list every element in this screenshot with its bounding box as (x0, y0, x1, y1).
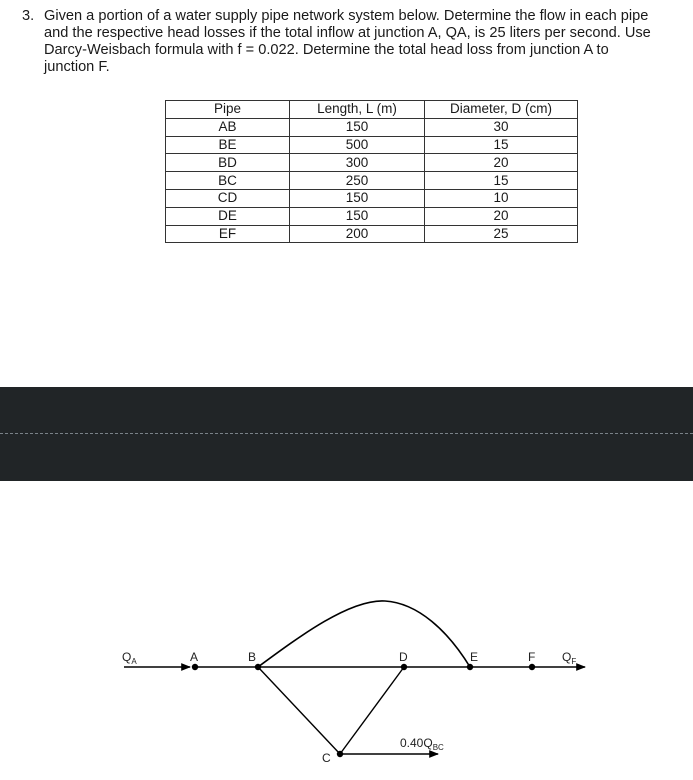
label-outflow-c: $0.40Q_{BC}$ (400, 736, 444, 752)
cell-diameter: 15 (425, 136, 578, 154)
junction-e-dot (467, 664, 473, 670)
label-qa: $Q_A$ (122, 650, 137, 666)
pipe-bc (258, 667, 340, 754)
cell-diameter: 10 (425, 189, 578, 207)
cell-length: 150 (290, 207, 425, 225)
problem-statement (22, 8, 662, 76)
header-pipe: Pipe (166, 101, 290, 119)
cell-diameter: 25 (425, 225, 578, 243)
header-length: Length, L (m) (290, 101, 425, 119)
table-row (166, 154, 578, 172)
cell-pipe: AB (166, 118, 290, 136)
pipe-table (165, 100, 578, 243)
table-row (166, 136, 578, 154)
cell-pipe: DE (166, 207, 290, 225)
pipe-network-diagram (0, 481, 693, 780)
label-a: A (190, 650, 199, 664)
cell-pipe: BC (166, 172, 290, 190)
pipe-cd (340, 667, 404, 754)
label-f: F (528, 650, 536, 664)
cell-diameter: 30 (425, 118, 578, 136)
cell-diameter: 20 (425, 207, 578, 225)
junction-a-dot (192, 664, 198, 670)
dashed-separator (0, 433, 693, 434)
junction-f-dot (529, 664, 535, 670)
header-diameter: Diameter, D (cm) (425, 101, 578, 119)
table-header-row (166, 101, 578, 119)
problem-text: Given a portion of a water supply pipe network system below. Determine the flow in each pipe and the respective head losses if the total inflow at junction A, QA, is 25 liters per second. Use Darcy-Weisbach formula with f = 0.022. Determine the total head loss from junction A to junction F. (44, 8, 651, 75)
cell-pipe: BD (166, 154, 290, 172)
junction-c-dot (337, 751, 343, 757)
cell-length: 200 (290, 225, 425, 243)
cell-length: 300 (290, 154, 425, 172)
table-row (166, 118, 578, 136)
cell-length: 250 (290, 172, 425, 190)
cell-diameter: 15 (425, 172, 578, 190)
cell-pipe: CD (166, 189, 290, 207)
pipe-be-curve (258, 601, 470, 667)
cell-pipe: BE (166, 136, 290, 154)
table-row (166, 207, 578, 225)
label-e: E (470, 650, 479, 664)
label-c: C (322, 751, 331, 765)
junction-b-dot (255, 664, 261, 670)
junction-d-dot (401, 664, 407, 670)
cell-diameter: 20 (425, 154, 578, 172)
cell-pipe: EF (166, 225, 290, 243)
cell-length: 500 (290, 136, 425, 154)
label-d: D (399, 650, 408, 664)
table-row (166, 225, 578, 243)
cell-length: 150 (290, 189, 425, 207)
table-row (166, 172, 578, 190)
label-b: B (248, 650, 257, 664)
cell-length: 150 (290, 118, 425, 136)
table-row (166, 189, 578, 207)
label-qf: $Q_F$ (562, 650, 577, 666)
problem-number: 3. (22, 8, 35, 24)
page-divider-band (0, 387, 693, 481)
